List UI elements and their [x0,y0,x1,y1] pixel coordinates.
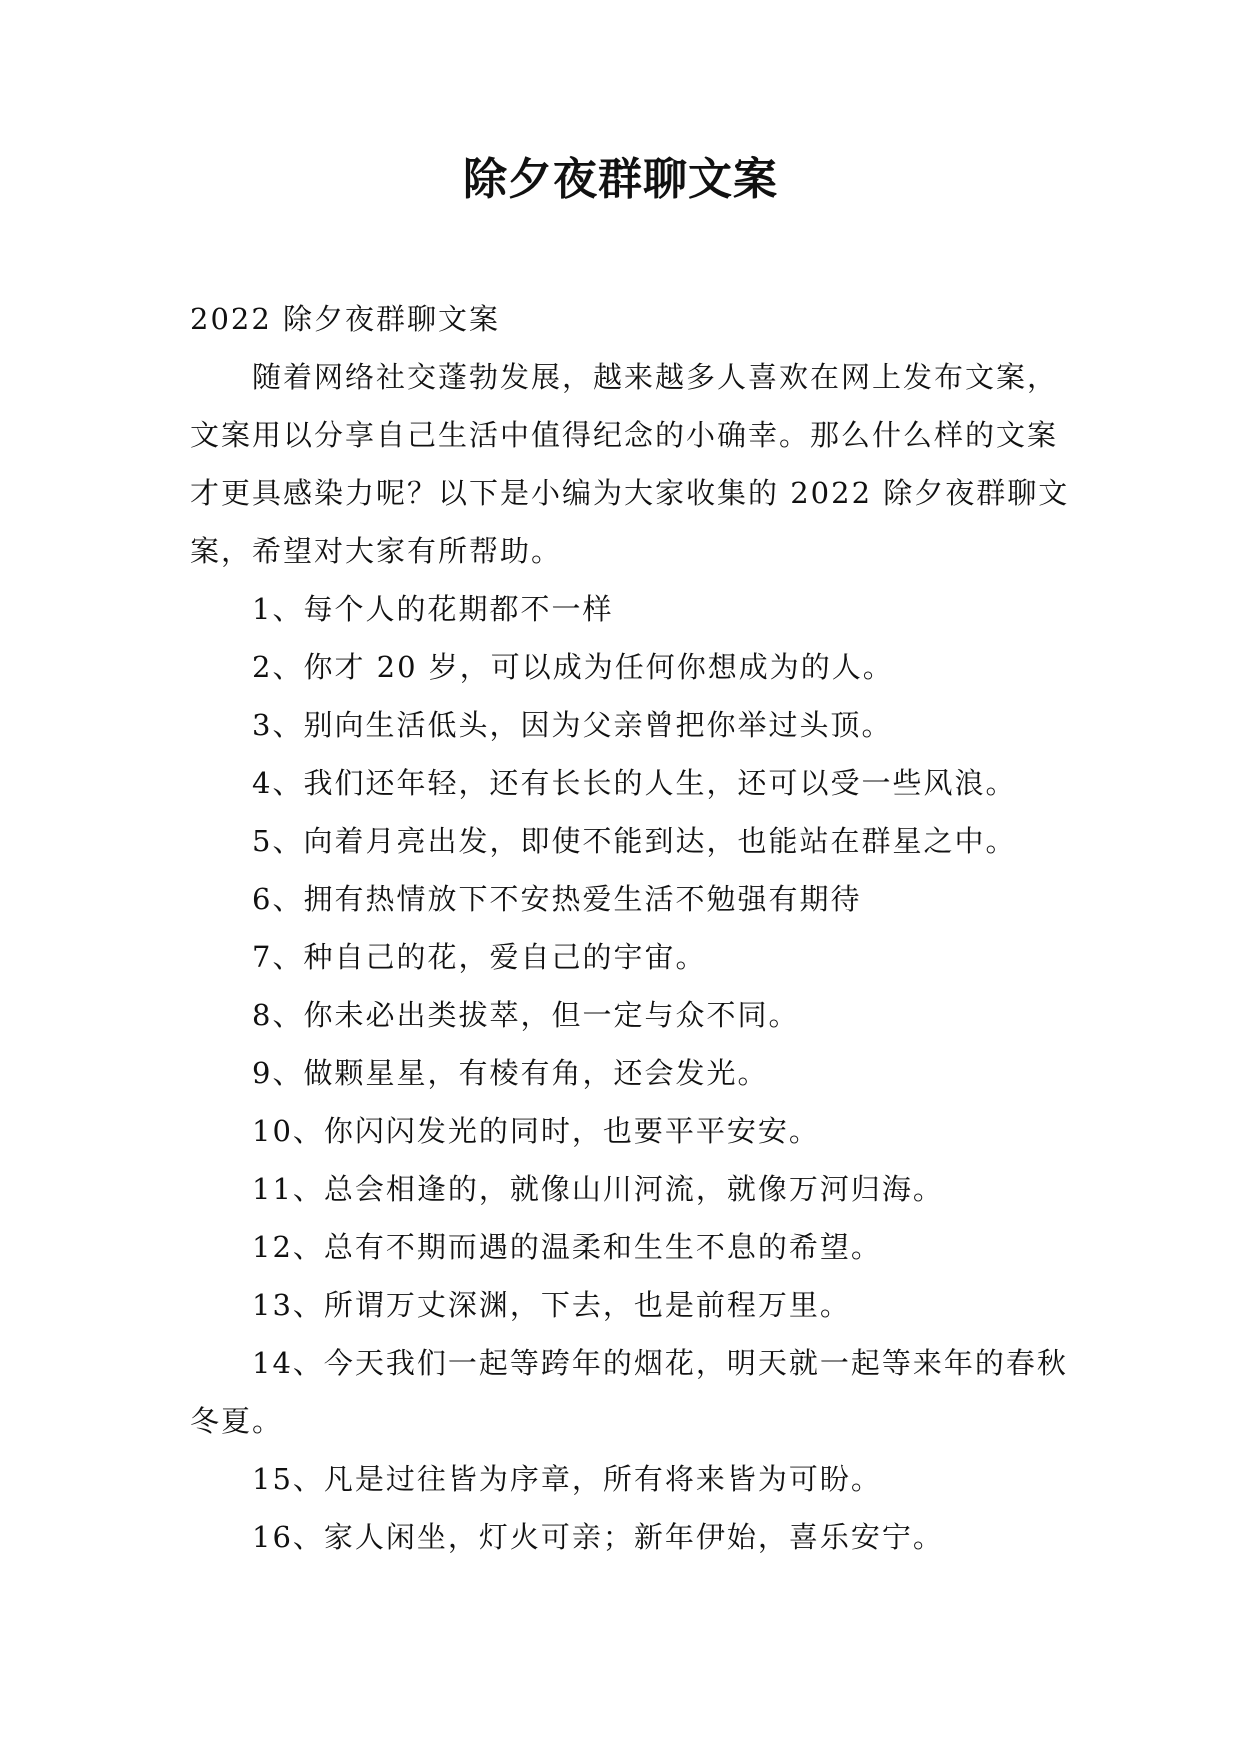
document-subtitle: 2022 除夕夜群聊文案 [190,302,501,336]
list-item: 1、每个人的花期都不一样 [252,592,614,626]
list-item: 7、种自己的花，爱自己的宇宙。 [252,940,707,974]
list-item: 11、总会相逢的，就像山川河流，就像万河归海。 [252,1172,944,1206]
list-item: 16、家人闲坐，灯火可亲；新年伊始，喜乐安宁。 [252,1520,944,1554]
list-item: 9、做颗星星，有棱有角，还会发光。 [252,1056,769,1090]
list-item: 2、你才 20 岁，可以成为任何你想成为的人。 [252,650,894,684]
list-item: 6、拥有热情放下不安热爱生活不勉强有期待 [252,882,862,916]
list-item: 5、向着月亮出发，即使不能到达，也能站在群星之中。 [252,824,1017,858]
document-title: 除夕夜群聊文案 [463,154,778,205]
list-item: 15、凡是过往皆为序章，所有将来皆为可盼。 [252,1462,882,1496]
list-item: 3、别向生活低头，因为父亲曾把你举过头顶。 [252,708,893,742]
document-body [190,290,1070,1566]
list-item: 14、今天我们一起等跨年的烟花，明天就一起等来年的春秋冬夏。 [190,1346,1068,1438]
list-item: 10、你闪闪发光的同时，也要平平安安。 [252,1114,820,1148]
list-item: 12、总有不期而遇的温柔和生生不息的希望。 [252,1230,882,1264]
intro-paragraph: 随着网络社交蓬勃发展，越来越多人喜欢在网上发布文案，文案用以分享自己生活中值得纪念的小确幸。那么什么样的文案才更具感染力呢？以下是小编为大家收集的 2022 除夕夜群聊文案，希望对大家有所帮助。 [190,360,1070,568]
list-item: 8、你未必出类拔萃，但一定与众不同。 [252,998,800,1032]
list-item: 13、所谓万丈深渊，下去，也是前程万里。 [252,1288,851,1322]
list-item: 4、我们还年轻，还有长长的人生，还可以受一些风浪。 [252,766,1017,800]
